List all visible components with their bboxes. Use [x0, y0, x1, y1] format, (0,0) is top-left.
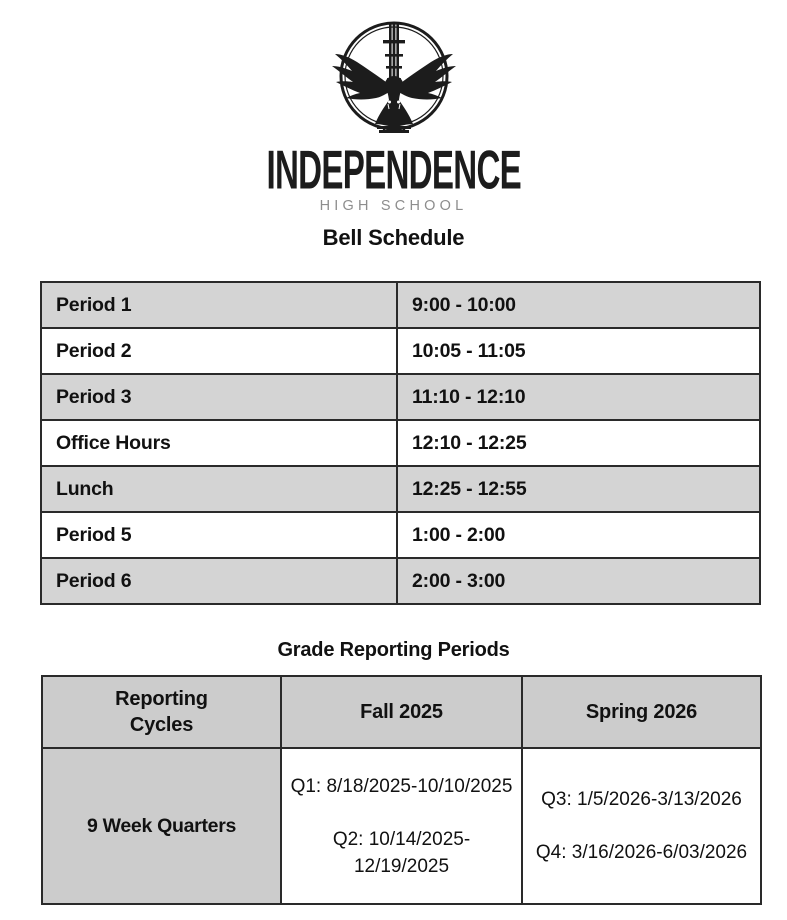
spacer: [290, 800, 513, 826]
period-time-cell: 2:00 - 3:00: [397, 558, 760, 604]
page-header: [0, 0, 787, 251]
period-label-cell: Office Hours: [41, 420, 397, 466]
column-header-line-2: Cycles: [129, 714, 194, 736]
period-label-cell: Period 1: [41, 282, 397, 328]
fall-q2-dates: Q2: 10/14/2025-12/19/2025: [332, 828, 471, 877]
eagle-bell-crest-icon: [323, 14, 465, 142]
spring-q3-dates: Q3: 1/5/2026-3/13/2026: [541, 789, 742, 810]
table-row: [41, 466, 760, 512]
table-row: [41, 282, 760, 328]
spacer: [531, 813, 752, 839]
fall-dates-cell: [281, 748, 522, 904]
table-row: [42, 748, 761, 904]
spring-q4-dates: Q4: 3/16/2026-6/03/2026: [535, 842, 748, 863]
period-time-cell: 12:25 - 12:55: [397, 466, 760, 512]
bell-schedule-table: [40, 281, 761, 605]
period-label-cell: Lunch: [41, 466, 397, 512]
table-row: [41, 420, 760, 466]
grade-reporting-heading: Grade Reporting Periods: [277, 639, 510, 661]
period-time-cell: 12:10 - 12:25: [397, 420, 760, 466]
column-header-fall: Fall 2025: [281, 676, 522, 748]
period-time-cell: 10:05 - 11:05: [397, 328, 760, 374]
table-row: [41, 558, 760, 604]
period-time-cell: 1:00 - 2:00: [397, 512, 760, 558]
period-label-cell: Period 6: [41, 558, 397, 604]
table-row: [41, 512, 760, 558]
school-subtitle: HIGH SCHOOL: [319, 198, 468, 214]
table-row: [41, 374, 760, 420]
table-row: [41, 328, 760, 374]
cycle-label-cell: 9 Week Quarters: [42, 748, 281, 904]
period-time-cell: 9:00 - 10:00: [397, 282, 760, 328]
column-header-reporting-cycles: [42, 676, 281, 748]
page-title: Bell Schedule: [322, 225, 465, 250]
column-header-spring: Spring 2026: [522, 676, 761, 748]
school-name: INDEPENDENCE: [266, 138, 521, 201]
fall-q1-dates: Q1: 8/18/2025-10/10/2025: [290, 775, 513, 797]
column-header-line-1: Reporting: [115, 688, 208, 710]
period-label-cell: Period 3: [41, 374, 397, 420]
period-time-cell: 11:10 - 12:10: [397, 374, 760, 420]
period-label-cell: Period 5: [41, 512, 397, 558]
table-header-row: [42, 676, 761, 748]
spring-dates-cell: [522, 748, 761, 904]
grade-reporting-table: [41, 675, 762, 905]
period-label-cell: Period 2: [41, 328, 397, 374]
